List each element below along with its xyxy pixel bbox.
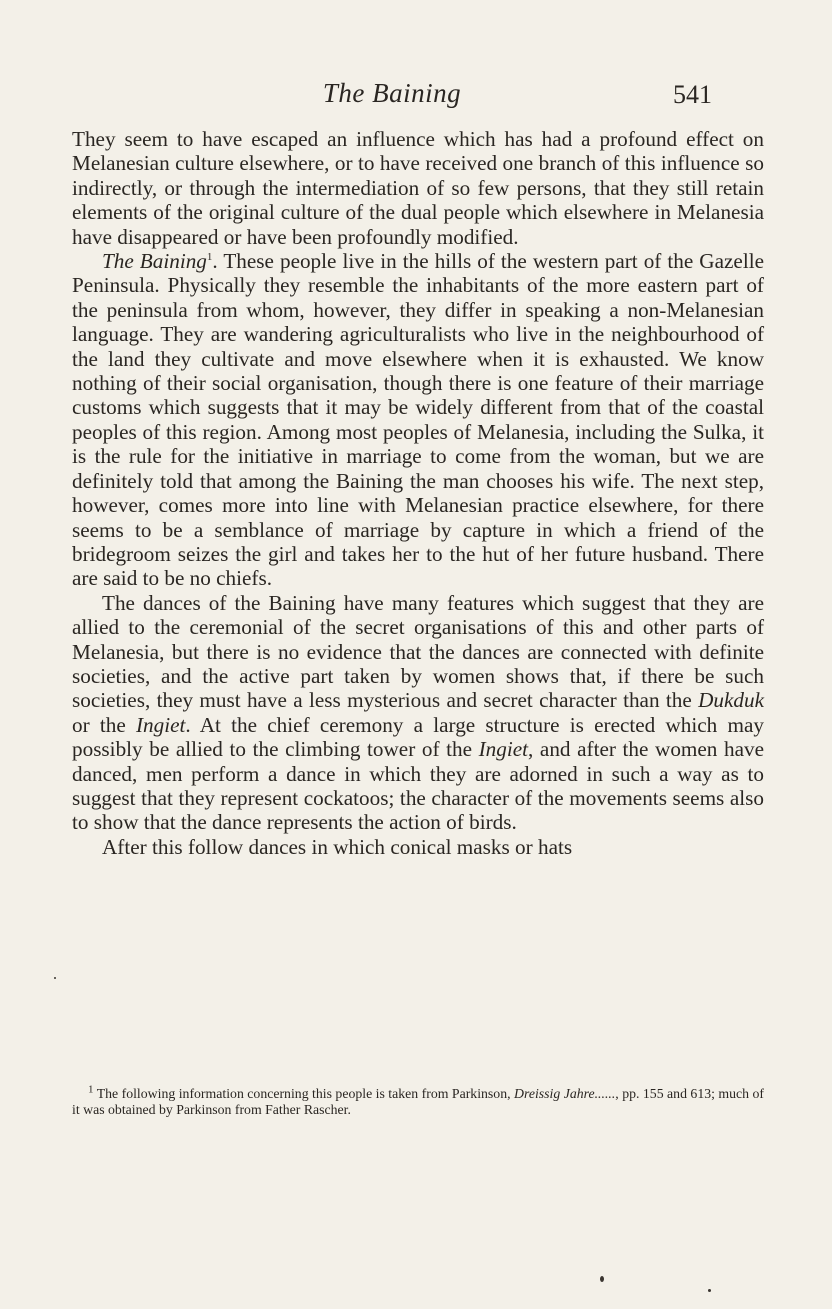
footnote-text-b: , pp. 155 and 613; much of it was obtained by Parkinson from Father Rascher. (72, 1086, 764, 1117)
paragraph-1: They seem to have escaped an influence which has had a profound effect on Melanesian culture elsewhere, or to have received one branch of this influence so indirectly, or through the intermediation of so few persons, that they still retain elements of the original culture of the dual people which elsewhere in Melanesia have disappeared or have been profoundly modified. (72, 127, 764, 249)
paragraph-3-text-a: The dances of the Baining have many features which suggest that they are allied to the ceremonial of the secret organisations of this and other parts of Melanesia, but there is no evidence that the dances are connected with definite societies, and the active part taken by women shows that, if there be such societies, they must have a less mysterious and secret character than the (72, 590, 764, 713)
footnotes (72, 1083, 764, 1118)
term-ingiet: Ingiet (478, 737, 529, 762)
paragraph-3 (72, 591, 764, 835)
page-number: 541 (673, 80, 712, 109)
running-title: The Baining (322, 78, 462, 108)
paragraph-3-text-c: . At the chief ceremony a large structure is erected which may possibly be allied to the climbing tower of the (72, 712, 764, 762)
paragraph-2-text: . These people live in the hills of the western part of the Gazelle Peninsula. Physically they resemble the inhabitants of the more eastern part of the peninsula from whom, however, they differ in speaking a non-Melanesian language. They are wandering agriculturalists who live in the neighbourhood of the land they cultivate and move elsewhere when it is exhausted. We know nothing of their social organisation, though there is one feature of their marriage customs which suggests that it may be widely different from that of the coastal peoples of this region. Among most peoples of Melanesia, including the Sulka, it is the rule for the initiative in marriage to come from the woman, but we are definitely told that among the Baining the man chooses his wife. The next step, however, comes more into line with Melanesian practice elsewhere, for there seems to be a semblance of marriage by capture in which a friend of the bridegroom seizes the girl and takes her to the hut of her future husband. There are said to be no chiefs. (72, 249, 764, 591)
footnote-mark: 1 (88, 1083, 94, 1096)
cited-work: Dreissig Jahre...... (514, 1086, 616, 1101)
body-text (72, 127, 764, 859)
ink-speck (708, 1289, 711, 1292)
term-ingiet: Ingiet (135, 712, 186, 737)
ink-speck (54, 977, 56, 979)
paragraph-4: After this follow dances in which conical masks or hats (102, 834, 573, 859)
paragraph-3-text-d: , and after the women have danced, men perform a dance in which they are adorned in such a way as to suggest that they represent cockatoos; the character of the movements seems also to show that the dance represents the action of birds. (72, 737, 764, 835)
paragraph-3-text-b: or the (72, 712, 136, 737)
footnote-text-a: The following information concerning this people is taken from Parkinson, (93, 1086, 514, 1101)
page-header (72, 78, 712, 114)
ink-speck (600, 1276, 604, 1282)
section-title: The Baining (102, 249, 207, 274)
paragraph-2 (72, 249, 764, 591)
term-dukduk: Dukduk (698, 688, 764, 713)
footnote-reference: 1 (206, 250, 213, 263)
footnote-1 (72, 1083, 764, 1118)
